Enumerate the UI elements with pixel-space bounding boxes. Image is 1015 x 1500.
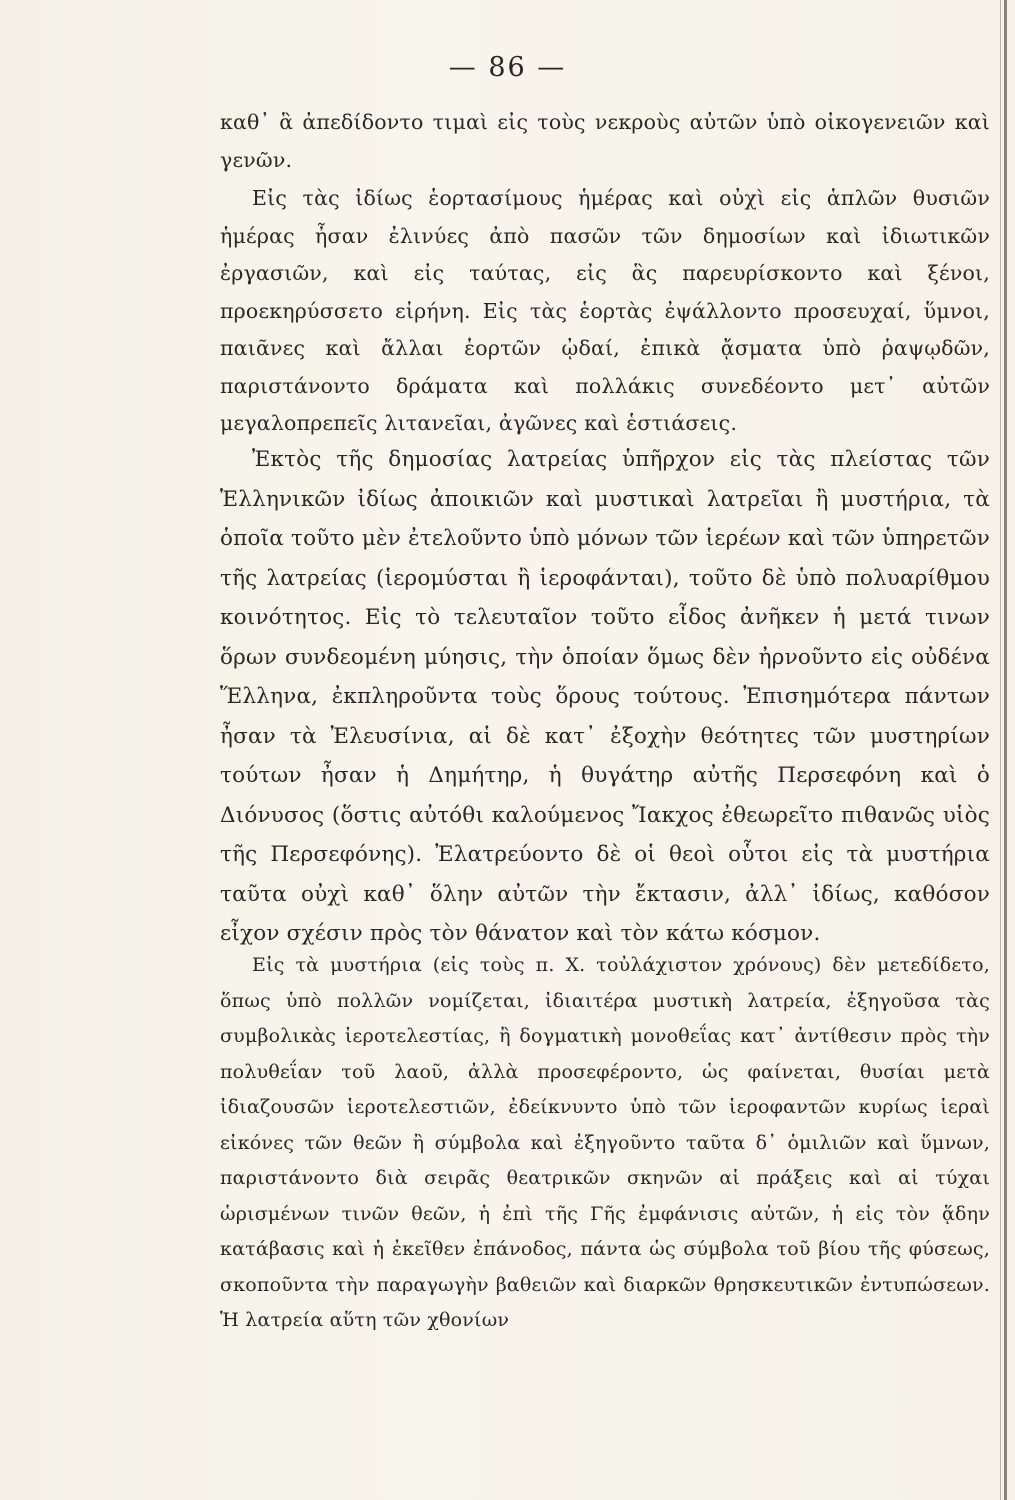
page-edge-line <box>1000 0 1001 1500</box>
paragraph: Εἰς τὰς ἰδίως ἑορτασίμους ἡμέρας καὶ οὐχὶ εἰς ἁπλῶν θυσιῶν ἡμέρας ἦσαν ἐλινύες ἀπὸ πασῶν τῶν δημοσίων καὶ ἰδιωτικῶν ἐργασιῶν, καὶ εἰς ταύτας, εἰς ἃς παρευρίσκοντο καὶ ξένοι, προεκηρύσσετο εἰρήνη. Εἰς τὰς ἑορτὰς ἐψάλλοντο προσευχαί, ὕμνοι, παιᾶνες καὶ ἄλλαι ἑορτῶν ᾠδαί, ἐπικὰ ᾄσματα ὑπὸ ῥαψῳδῶν, παριστάνοντο δράματα καὶ πολλάκις συνεδέοντο μετ᾽ αὐτῶν μεγαλοπρεπεῖς λιτανεῖαι, ἀγῶνες καὶ ἑστιάσεις. <box>220 186 990 435</box>
page-edge <box>1004 0 1007 1500</box>
page-number: — 86 — <box>448 52 567 83</box>
paragraph: Εἰς τὰ μυστήρια (εἰς τοὺς π. Χ. τοὐλάχιστον χρόνους) δὲν μετεδίδετο, ὅπως ὑπὸ πολλῶν νομίζεται, ἰδιαιτέρα μυστικὴ λατρεία, ἐξηγοῦσα τὰς συμβολικὰς ἱεροτελεστίας, ἢ δογματικὴ μονοθεΐας κατ᾽ ἀντίθεσιν πρὸς τὴν πολυθεΐαν τοῦ λαοῦ, ἀλλὰ προσεφέροντο, ὡς φαίνεται, θυσίαι μετὰ ἰδιαζουσῶν ἱεροτελεστιῶν, ἐδείκνυντο ὑπὸ τῶν ἱεροφαντῶν κυρίως ἱεραὶ εἰκόνες τῶν θεῶν ἢ σύμβολα καὶ ἐξηγοῦντο ταῦτα δ᾽ ὁμιλιῶν καὶ ὕμνων, παριστάνοντο διὰ σειρᾶς θεατρικῶν σκηνῶν αἱ πράξεις καὶ αἱ τύχαι ὡρισμένων τινῶν θεῶν, ἡ ἐπὶ τῆς Γῆς ἐμφάνισις αὐτῶν, ἡ εἰς τὸν ᾅδην κατάβασις καὶ ἡ ἐκεῖθεν ἐπάνοδος, πάντα ὡς σύμβολα τοῦ βίου τῆς φύσεως, σκοποῦντα τὴν παραγωγὴν βαθειῶν καὶ διαρκῶν θρησκευτικῶν ἐντυπώσεων. Ἡ λατρεία αὕτη τῶν χθονίων <box>220 954 990 1331</box>
paragraph: καθ᾽ ἃ ἀπεδίδοντο τιμαὶ εἰς τοὺς νεκροὺς αὐτῶν ὑπὸ οἰκογενειῶν καὶ γενῶν. <box>220 110 990 172</box>
paragraph: Ἐκτὸς τῆς δημοσίας λατρείας ὑπῆρχον εἰς τὰς πλείστας τῶν Ἑλληνικῶν ἰδίως ἀποικιῶν καὶ μυστικαὶ λατρεῖαι ἢ μυστήρια, τὰ ὁποῖα τοῦτο μὲν ἐτελοῦντο ὑπὸ μόνων τῶν ἱερέων καὶ τῶν ὑπηρετῶν τῆς λατρείας (ἱερομύσται ἢ ἱεροφάνται), τοῦτο δὲ ὑπὸ πολυαρίθμου κοινότητος. Εἰς τὸ τελευταῖον τοῦτο εἶδος ἀνῆκεν ἡ μετά τινων ὅρων συνδεομένη μύησις, τὴν ὁποίαν ὅμως δὲν ἠρνοῦντο εἰς οὐδένα Ἕλληνα, ἐκπληροῦντα τοὺς ὅρους τούτους. Ἐπισημότερα πάντων ἦσαν τὰ Ἐλευσίνια, αἱ δὲ κατ᾽ ἐξοχὴν θεότητες τῶν μυστηρίων τούτων ἦσαν ἡ Δημήτηρ, ἡ θυγάτηρ αὐτῆς Περσεφόνη καὶ ὁ Διόνυσος (ὅστις αὐτόθι καλούμενος Ἴακχος ἐθεωρεῖτο πιθανῶς υἱὸς τῆς Περσεφόνης). Ἐλατρεύοντο δὲ οἱ θεοὶ οὗτοι εἰς τὰ μυστήρια ταῦτα οὐχὶ καθ᾽ ὅλην αὐτῶν τὴν ἔκτασιν, ἀλλ᾽ ἰδίως, καθόσον εἶχον σχέσιν πρὸς τὸν θάνατον καὶ τὸν κάτω κόσμον. <box>220 447 990 946</box>
